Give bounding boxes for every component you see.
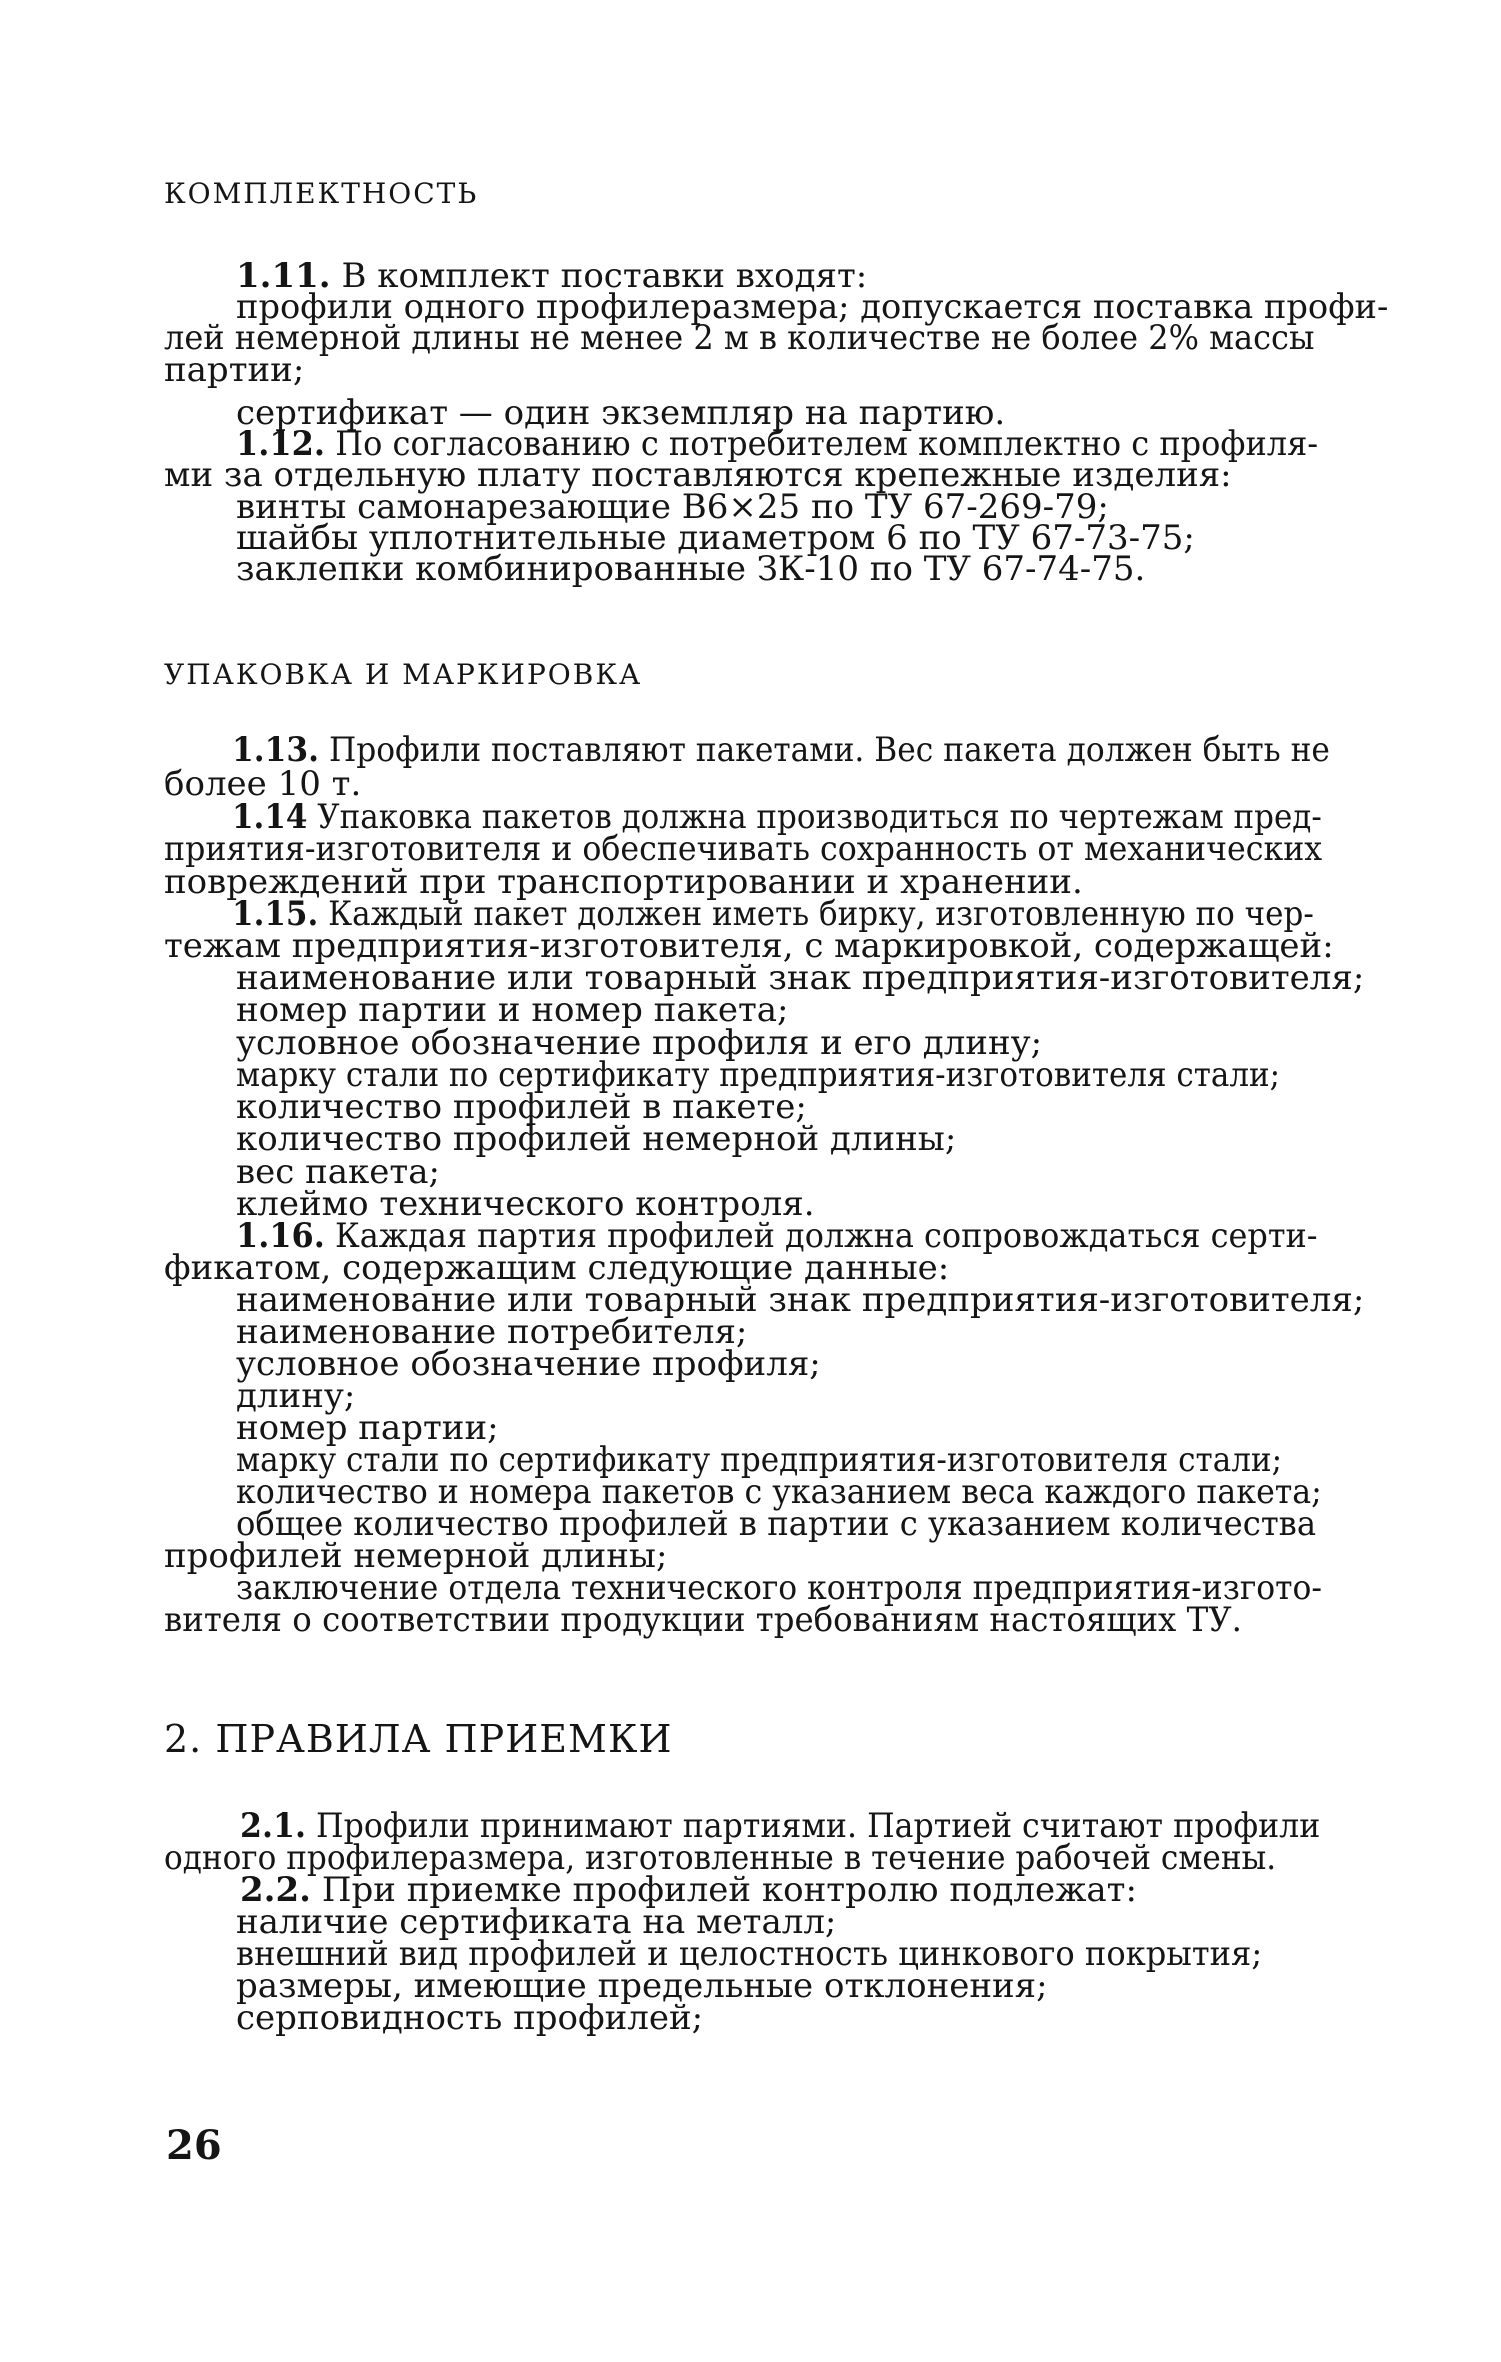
text-line: Каждая партия профилей должна сопровождаться серти-	[335, 1216, 1318, 1256]
text-line: наименование потребителя;	[236, 1312, 748, 1352]
text-line: количество профилей немерной длины;	[236, 1119, 957, 1159]
text-line: шайбы уплотнительные диаметром 6 по ТУ 67-73-75;	[236, 518, 1195, 558]
text-line: профили одного профилеразмера; допускается поставка профи-	[236, 287, 1389, 327]
text-line: внешний вид профилей и целостность цинкового покрытия;	[236, 1934, 1263, 1974]
text-line: заключение отдела технического контроля предприятия-изгото-	[236, 1568, 1322, 1608]
clause-number: 1.15.	[232, 894, 319, 934]
section-heading-completeness: КОМПЛЕКТНОСТЬ	[164, 177, 479, 210]
clause-number: 1.11.	[236, 256, 331, 296]
text-line: фикатом, содержащим следующие данные:	[164, 1248, 950, 1288]
section-heading-acceptance: 2. ПРАВИЛА ПРИЕМКИ	[164, 1717, 673, 1761]
text-line: винты самонарезающие В6×25 по ТУ 67-269-79;	[236, 487, 1109, 527]
text-line: профилей немерной длины;	[164, 1536, 668, 1576]
text-line: вес пакета;	[236, 1152, 440, 1192]
section-heading-packing: УПАКОВКА И МАРКИРОВКА	[164, 658, 643, 691]
clause-number: 2.1.	[240, 1806, 306, 1846]
clause-number: 1.16.	[236, 1216, 325, 1256]
clause-number: 1.12.	[236, 424, 326, 464]
text-line: вителя о соответствии продукции требованиям настоящих ТУ.	[164, 1600, 1242, 1640]
text-line: номер партии;	[236, 1408, 499, 1448]
text-line: приятия-изготовителя и обеспечивать сохранность от механических	[164, 829, 1323, 869]
page-number: 26	[166, 2122, 222, 2169]
text-line: количество профилей в пакете;	[236, 1087, 807, 1127]
text-line: сертификат — один экземпляр на партию.	[236, 393, 1006, 433]
text-line: наименование или товарный знак предприятия-изготовителя;	[236, 958, 1365, 998]
text-line: клеймо технического контроля.	[236, 1184, 815, 1224]
text-line: длину;	[236, 1376, 356, 1416]
text-line: По согласованию с потребителем комплектно с профиля-	[335, 424, 1319, 464]
text-line: марку стали по сертификату предприятия-изготовителя стали;	[236, 1055, 1281, 1095]
text-line: заклепки комбинированные ЗК-10 по ТУ 67-74-75.	[236, 549, 1146, 589]
text-line: общее количество профилей в партии с указанием количества	[236, 1504, 1317, 1544]
text-line: повреждений при транспортировании и хранении.	[164, 862, 1083, 902]
text-line: Каждый пакет должен иметь бирку, изготовленную по чер-	[328, 894, 1314, 934]
text-line: наличие сертификата на металл;	[236, 1902, 837, 1942]
text-line: тежам предприятия-изготовителя, с маркировкой, содержащей:	[164, 926, 1334, 966]
text-line: Профили принимают партиями. Партией считают профили	[316, 1806, 1321, 1846]
text-line: размеры, имеющие предельные отклонения;	[236, 1966, 1048, 2006]
text-line: наименование или товарный знак предприятия-изготовителя;	[236, 1280, 1365, 1320]
text-line: серповидность профилей;	[236, 1998, 704, 2038]
text-line: условное обозначение профиля и его длину;	[236, 1023, 1043, 1063]
text-line: ми за отдельную плату поставляются крепежные изделия:	[164, 455, 1232, 495]
text-line: одного профилеразмера, изготовленные в течение рабочей смены.	[164, 1838, 1277, 1878]
text-line: марку стали по сертификату предприятия-изготовителя стали;	[236, 1440, 1283, 1480]
text-line: Профили поставляют пакетами. Вес пакета должен быть не	[328, 730, 1330, 770]
text-line: номер партии и номер пакета;	[236, 990, 789, 1030]
text-line: При приемке профилей контролю подлежат:	[321, 1870, 1137, 1910]
text-line: партии;	[164, 350, 305, 390]
text-line: лей немерной длины не менее 2 м в количестве не более 2% массы	[164, 318, 1315, 358]
paragraph-1-13	[232, 730, 1330, 770]
clause-number: 1.14	[232, 797, 308, 837]
clause-number: 1.13.	[232, 730, 320, 770]
text-line: Упаковка пакетов должна производиться по чертежам пред-	[317, 797, 1322, 837]
text-line: более 10 т.	[164, 764, 362, 804]
text-line: В комплект поставки входят:	[341, 256, 868, 296]
text-line: количество и номера пакетов с указанием веса каждого пакета;	[236, 1472, 1322, 1512]
clause-number: 2.2.	[240, 1870, 311, 1910]
text-line: условное обозначение профиля;	[236, 1344, 821, 1384]
